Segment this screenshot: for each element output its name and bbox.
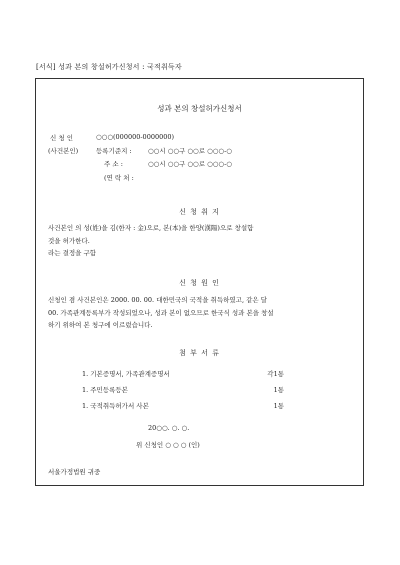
reason-heading: 신 청 원 인 bbox=[179, 279, 220, 287]
attachment-qty: 1통 bbox=[273, 386, 284, 394]
applicant-label: 신 청 인 bbox=[50, 134, 73, 142]
domicile-label: 등록기준지 : bbox=[96, 147, 132, 155]
purpose-line: 것을 허가한다. bbox=[48, 236, 90, 245]
reason-line: 00. 가족관계등록부가 작성되었으나, 성과 본이 없으므로 한국식 성과 본을 창설 bbox=[48, 308, 274, 317]
purpose-text bbox=[48, 222, 358, 260]
address-value: ○○시 ○○구 ○○로 ○○○-○ bbox=[148, 160, 232, 168]
attachment-item: 1. 국적취득허가서 사본 bbox=[82, 402, 149, 410]
contact-label: (연 락 처 : bbox=[104, 174, 134, 182]
attachment-item: 1. 주민등록등본 bbox=[82, 386, 128, 394]
form-title: 성과 본의 창설허가신청서 bbox=[157, 104, 242, 113]
reason-line: 하기 위하여 본 청구에 이르렀습니다. bbox=[48, 321, 153, 329]
applicant-name: ○○○(000000-0000000) bbox=[96, 133, 175, 141]
document-caption: [서식] 성과 본의 창설허가신청서 : 국적취득자 bbox=[36, 63, 182, 71]
court-recipient: 서울가정법원 귀중 bbox=[48, 468, 101, 476]
application-date: 20○○. ○. ○. bbox=[148, 424, 190, 432]
attachment-qty: 각1통 bbox=[267, 370, 284, 378]
domicile-value: ○○시 ○○구 ○○로 ○○○-○ bbox=[148, 147, 232, 155]
case-person-label: (사건본인) bbox=[48, 147, 79, 155]
purpose-heading: 신 청 취 지 bbox=[179, 208, 220, 216]
attachment-qty: 1통 bbox=[273, 402, 284, 410]
applicant-signature: 위 신청인 ○ ○ ○ (인) bbox=[136, 441, 200, 449]
purpose-line: 사건본인 의 성(姓)을 김(한자 : 金)으로, 본(本)을 한양(漢陽)으로 창설함 bbox=[48, 224, 254, 232]
attachments-heading: 첨 부 서 류 bbox=[179, 349, 220, 357]
purpose-line: 라는 결정을 구함 bbox=[48, 249, 97, 257]
reason-text bbox=[48, 294, 358, 332]
attachment-item: 1. 기본증명서, 가족관계증명서 bbox=[82, 370, 170, 378]
application-form bbox=[35, 78, 364, 486]
address-label: 주 소 : bbox=[104, 160, 123, 168]
reason-line: 신청인 겸 사건본인은 2000. 00. 00. 대한민국의 국적을 취득하였고, 같은 달 bbox=[48, 296, 267, 304]
